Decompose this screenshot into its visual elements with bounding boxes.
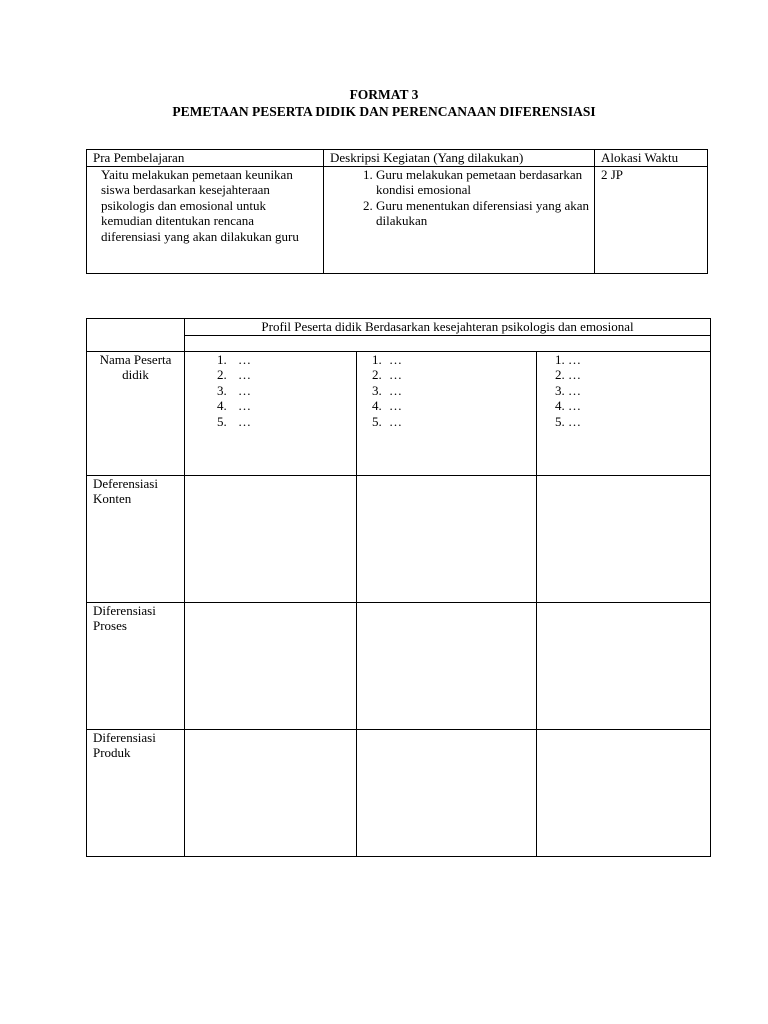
profil-header-row: [87, 319, 711, 336]
pra-pembelajaran-cell: [87, 166, 324, 273]
produk-cell: [357, 729, 537, 856]
produk-cell: [537, 729, 711, 856]
alokasi-value: 2 JP: [601, 166, 624, 182]
format-label: FORMAT 3: [349, 87, 419, 102]
list-item: 5. …: [230, 414, 356, 430]
proses-label-cell: [87, 602, 185, 729]
konten-cell: [537, 475, 711, 602]
konten-cell: [357, 475, 537, 602]
konten-label: Deferensiasi Konten: [93, 475, 158, 506]
list-item: 4. …: [230, 398, 356, 414]
document-title: PEMETAAN PESERTA DIDIK DAN PERENCANAAN DIFERENSIASI: [172, 104, 596, 119]
list-item: 3. …: [555, 382, 581, 398]
list-item: 4. …: [385, 398, 536, 414]
nama-list-col3: [537, 352, 710, 430]
nama-col3-cell: [537, 351, 711, 475]
activity-table-row: [87, 166, 708, 273]
alokasi-cell: [595, 166, 708, 273]
proses-label: Diferensiasi Proses: [93, 602, 156, 633]
profil-subheader-cell: [185, 335, 711, 351]
produk-cell: [185, 729, 357, 856]
produk-label-cell: [87, 729, 185, 856]
list-item: 1. …: [385, 352, 536, 368]
profil-table: [86, 318, 711, 857]
header-deskripsi-kegiatan: Deskripsi Kegiatan (Yang dilakukan): [324, 150, 595, 167]
konten-label-cell: [87, 475, 185, 602]
list-item: 4. …: [555, 398, 581, 413]
list-item: 5. …: [555, 413, 581, 429]
nama-list-col1: [185, 352, 356, 430]
activity-table-header-row: [87, 150, 708, 167]
konten-row: [87, 475, 711, 602]
proses-cell: [357, 602, 537, 729]
list-item: 2. …: [230, 367, 356, 383]
list-item: 2. …: [555, 367, 581, 382]
header-alokasi-waktu: Alokasi Waktu: [595, 150, 708, 167]
deskripsi-item: 2. Guru menentukan diferensiasi yang akan dilakukan: [376, 198, 594, 229]
list-item: 5. …: [385, 414, 536, 430]
proses-cell: [537, 602, 711, 729]
nama-col1-cell: [185, 351, 357, 475]
activity-table: [86, 149, 708, 274]
nama-list-col2: [357, 352, 536, 430]
profil-header: Profil Peserta didik Berdasarkan kesejahteran psikologis dan emosional: [185, 319, 711, 336]
list-item: 2. …: [385, 367, 536, 383]
list-item: 3. …: [230, 383, 356, 399]
produk-label: Diferensiasi Produk: [93, 729, 156, 760]
proses-row: [87, 602, 711, 729]
deskripsi-cell: [324, 166, 595, 273]
list-item: 1. …: [555, 351, 581, 367]
deskripsi-list: [324, 167, 594, 229]
corner-cell: [87, 319, 185, 352]
deskripsi-item: 1. Guru melakukan pemetaan berdasarkan kondisi emosional: [376, 167, 594, 198]
nama-peserta-label-cell: [87, 351, 185, 475]
nama-col2-cell: [357, 351, 537, 475]
list-item: 3. …: [385, 383, 536, 399]
nama-peserta-label: Nama Peserta didik: [99, 351, 172, 382]
proses-cell: [185, 602, 357, 729]
header-pra-pembelajaran: Pra Pembelajaran: [87, 150, 324, 167]
nama-peserta-row: [87, 351, 711, 475]
produk-row: [87, 729, 711, 856]
list-item: 1. …: [230, 352, 356, 368]
konten-cell: [185, 475, 357, 602]
pra-pembelajaran-text: Yaitu melakukan pemetaan keunikan siswa berdasarkan kesejahteraan psikologis dan emosional untuk kemudian ditentukan rencana diferensiasi yang akan dilakukan guru: [101, 166, 299, 244]
